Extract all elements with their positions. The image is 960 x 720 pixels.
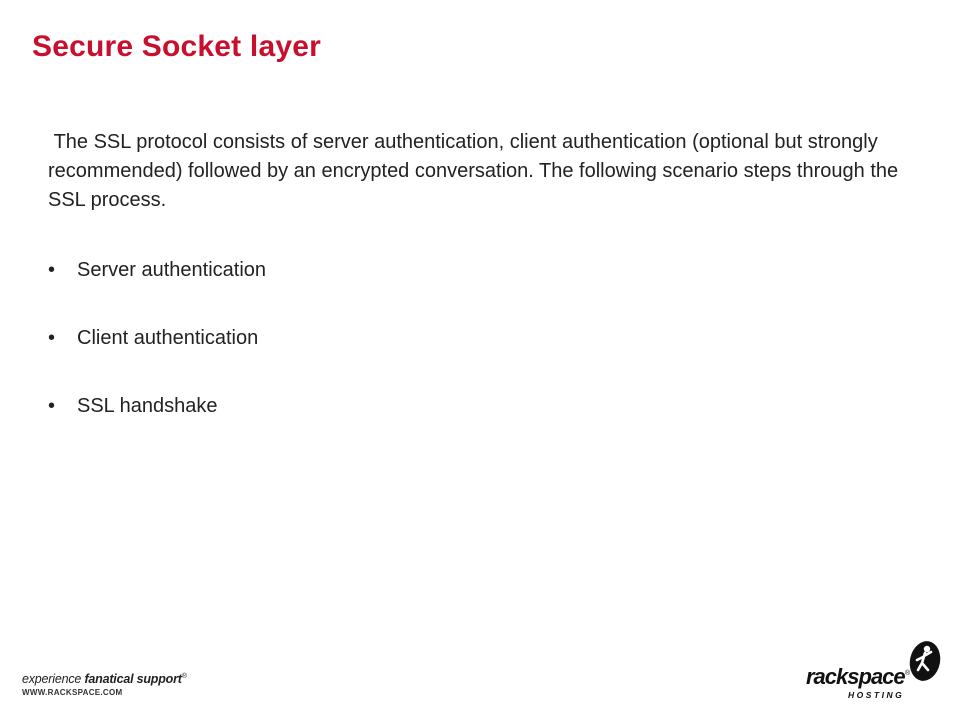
bullet-item-server-authentication <box>48 255 266 285</box>
rackspace-mascot-icon <box>906 640 942 682</box>
brand-name: rackspace <box>806 664 905 689</box>
tagline-prefix: experience <box>22 672 85 686</box>
tagline-strong: fanatical support <box>84 672 182 686</box>
bullet-text: Server authentication <box>77 258 267 281</box>
bullet-item-client-authentication <box>48 323 266 353</box>
website-url: WWW.RACKSPACE.COM <box>22 688 123 697</box>
footer-tagline-block <box>22 672 222 697</box>
bullet-item-ssl-handshake <box>48 391 266 421</box>
brand-subtitle: HOSTING <box>848 690 905 700</box>
bullet-list <box>48 255 266 459</box>
bullet-marker: • <box>48 394 56 417</box>
tagline-registered-mark: ® <box>181 672 187 680</box>
brand-registered-mark: ® <box>905 670 911 677</box>
slide-title: Secure Socket layer <box>32 30 321 63</box>
intro-paragraph: The SSL protocol consists of server authentication, client authentication (optional but strongly recommended) followed by an encrypted conversation. The following scenario steps through the SSL process. <box>48 131 904 211</box>
rackspace-logo <box>806 640 946 702</box>
bullet-marker: • <box>48 258 56 281</box>
bullet-text: Client authentication <box>77 326 259 349</box>
bullet-text: SSL handshake <box>77 394 218 417</box>
tagline <box>22 672 222 686</box>
bullet-marker: • <box>48 326 56 349</box>
